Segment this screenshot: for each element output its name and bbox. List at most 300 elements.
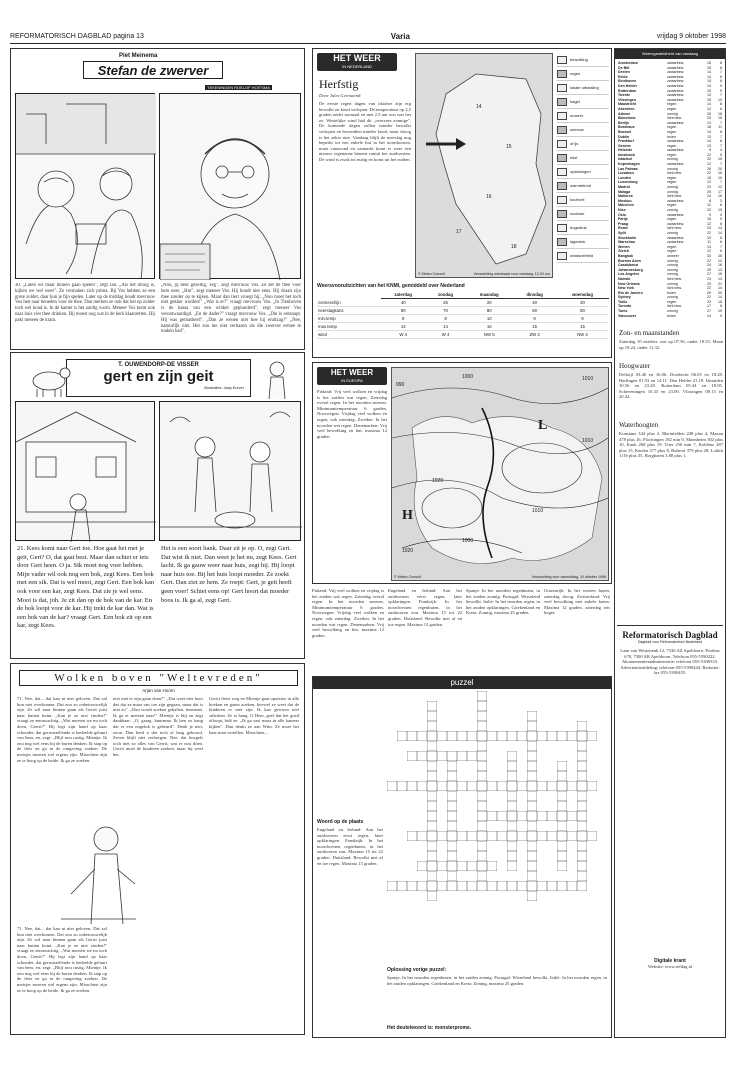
forecast-value: 70 bbox=[426, 307, 465, 315]
legend-symbol-icon bbox=[557, 112, 567, 120]
city-weather: onweer bbox=[667, 253, 679, 258]
comic2-panel-left-drawing bbox=[16, 402, 156, 542]
city-max: 24 bbox=[706, 263, 711, 268]
city-min: 8 bbox=[720, 102, 722, 107]
city-max: 26 bbox=[706, 111, 711, 116]
legend-item bbox=[557, 95, 609, 109]
city-max: 13 bbox=[706, 120, 711, 125]
pressure-5: 1020 bbox=[432, 478, 444, 484]
city-name: Rio de Janeiro bbox=[618, 290, 643, 295]
city-weather: regen bbox=[667, 244, 677, 249]
city-min: 5 bbox=[720, 152, 722, 157]
pressure-4: 1010 bbox=[582, 438, 594, 444]
legend-item bbox=[557, 179, 609, 193]
city-name: De Bilt bbox=[618, 65, 630, 70]
city-max: 15 bbox=[706, 88, 711, 93]
city-min: 7 bbox=[720, 93, 722, 98]
city-weather: zwaarbew. bbox=[667, 212, 685, 217]
city-max: 22 bbox=[706, 295, 711, 300]
comic1-panel-left bbox=[15, 93, 155, 279]
city-max: 8 bbox=[708, 198, 711, 203]
city-max: 12 bbox=[706, 249, 711, 254]
map-credit: © Meteo Consult bbox=[418, 272, 445, 276]
forecast-header-row bbox=[317, 291, 609, 299]
city-min: 6 bbox=[720, 203, 722, 208]
map-caption: Verwachting weerkaart voor vandaag, 12.00 uur bbox=[473, 272, 550, 276]
city-max: 27 bbox=[706, 309, 711, 314]
city-max: 11 bbox=[707, 240, 711, 245]
legend-label: koufront bbox=[570, 197, 585, 202]
city-weather: regen bbox=[667, 203, 677, 208]
city-table-title: Weersgesteldheid van vandaag bbox=[615, 49, 725, 59]
city-max: 25 bbox=[706, 189, 711, 194]
city-weather: zonnig bbox=[667, 267, 678, 272]
legend-label: lagedruk bbox=[570, 239, 586, 244]
legend-symbol-icon bbox=[557, 252, 567, 260]
weather-nl-map bbox=[415, 53, 553, 278]
weather-eu-logo-text: HET WEER bbox=[330, 368, 374, 377]
city-weather: zwaarbew. bbox=[667, 83, 685, 88]
city-max: 14 bbox=[706, 102, 711, 107]
legend-label: sneeuw bbox=[570, 127, 584, 132]
paper-box bbox=[617, 625, 723, 1035]
weather-nl-map-drawing bbox=[416, 54, 552, 277]
city-name: Vancouver bbox=[618, 313, 637, 318]
contact-text: Website: www.refdag.nl bbox=[647, 964, 693, 969]
city-row bbox=[617, 314, 723, 319]
weather-eu-logo bbox=[317, 367, 387, 385]
legend-symbol-icon bbox=[557, 98, 567, 106]
weather-eu bbox=[312, 362, 612, 584]
crossword-grid bbox=[387, 691, 607, 961]
city-name: Mallorca bbox=[618, 194, 633, 199]
weather-eu-region: IN EUROPA bbox=[341, 378, 363, 383]
city-weather: licht bew. bbox=[667, 226, 682, 231]
city-row bbox=[617, 107, 723, 112]
city-min: 18 bbox=[718, 299, 722, 304]
city-weather: zwaarbew. bbox=[667, 61, 685, 65]
paper-text: Laan van Westenenk 12, 7336 AZ Apeldoorn. Postbus 670, 7300 AR Apeldoorn. Telefoon 055-5390222. Abonnementenadministratie: telefoon 055-5390333. Advertentieafdeling: telefoon 055-5390444. Redactie: fax 055-5390455. bbox=[620, 648, 720, 676]
city-min: 14 bbox=[718, 230, 722, 235]
city-max: 14 bbox=[706, 129, 711, 134]
city-max: 23 bbox=[706, 299, 711, 304]
city-name: Nairobi bbox=[618, 276, 631, 281]
legend-symbol-icon bbox=[557, 140, 567, 148]
city-max: 22 bbox=[706, 258, 711, 263]
city-min: 10 bbox=[718, 97, 722, 102]
weather-nl-title: Herfstig bbox=[319, 77, 359, 91]
map-number-2: 15 bbox=[506, 144, 512, 150]
city-min: 8 bbox=[720, 304, 722, 309]
city-row bbox=[617, 162, 723, 167]
city-weather: regen bbox=[667, 143, 677, 148]
city-min: 13 bbox=[718, 276, 722, 281]
legend-item bbox=[557, 53, 609, 67]
forecast-value: W 4 bbox=[426, 331, 465, 339]
city-max: 23 bbox=[706, 185, 711, 190]
city-name: Maastricht bbox=[618, 102, 636, 107]
comic-stefan bbox=[10, 48, 305, 350]
header-center: Varia bbox=[390, 32, 410, 41]
city-max: 15 bbox=[706, 97, 711, 102]
city-weather: zonnig bbox=[667, 189, 678, 194]
city-min: 8 bbox=[720, 129, 722, 134]
forecast-table-title: Weersvooruitzichten van het KNMI, gemiddeld over Nederland bbox=[317, 283, 465, 289]
city-min: 25 bbox=[718, 253, 722, 258]
legend-item bbox=[557, 193, 609, 207]
forecast-value: NW 5 bbox=[465, 331, 513, 339]
city-max: 14 bbox=[706, 139, 711, 144]
comic2-author: T. OUWENDORP-DE VISSER bbox=[118, 362, 199, 368]
forecast-value: 20 bbox=[465, 299, 513, 307]
city-weather: zwaarbew. bbox=[667, 139, 685, 144]
city-weather: zonnig bbox=[667, 295, 678, 300]
city-row bbox=[617, 286, 723, 291]
city-weather: zwaarbew. bbox=[667, 79, 685, 84]
city-weather: zonnig bbox=[667, 230, 678, 235]
forecast-day: woensdag bbox=[556, 291, 609, 299]
map-number-3: 16 bbox=[486, 194, 492, 200]
city-weather: zonnig bbox=[667, 258, 678, 263]
city-name: Lissabon bbox=[618, 171, 634, 176]
city-name: München bbox=[618, 203, 634, 208]
city-weather: regen bbox=[667, 152, 677, 157]
city-min: 11 bbox=[718, 125, 722, 130]
city-name: Twente bbox=[618, 93, 631, 98]
city-max: 15 bbox=[706, 175, 711, 180]
city-weather: regen bbox=[667, 106, 677, 111]
city-name: Moskou bbox=[618, 198, 632, 203]
city-max: 24 bbox=[706, 276, 711, 281]
city-name: Bordeaux bbox=[618, 125, 635, 130]
city-min: 9 bbox=[720, 313, 722, 318]
paper-title: Reformatorisch Dagblad bbox=[622, 630, 718, 640]
city-weather: buien bbox=[667, 290, 676, 295]
city-weather: buien bbox=[667, 134, 676, 139]
eu-map-credit: © Meteo Consult bbox=[394, 575, 421, 579]
city-row bbox=[617, 61, 723, 66]
legend-symbol-icon bbox=[557, 196, 567, 204]
city-weather: licht bew. bbox=[667, 116, 682, 121]
city-max: 9 bbox=[708, 148, 711, 153]
legend-item bbox=[557, 109, 609, 123]
forecast-value: 8 bbox=[381, 315, 426, 323]
city-weather: zwaarbew. bbox=[667, 221, 685, 226]
forecast-row-label: wind bbox=[317, 331, 381, 339]
puzzle-intro: Engeland en Ierland: Aan het zuidwesten eerst regen, later opklaringen. Frankrijk: In het noordwesten regenbuien, in het zuidoosten zon. Maxima 15 tot 22 graden. Duitsland: Bewolkt met af en toe regen. Maxima 13 graden. bbox=[317, 827, 383, 866]
city-weather: zwaarbew. bbox=[667, 93, 685, 98]
city-weather: zonnig bbox=[667, 157, 678, 162]
city-min: 6 bbox=[720, 221, 722, 226]
legend-label: bewolking bbox=[570, 57, 588, 62]
city-name: Nice bbox=[618, 208, 626, 212]
city-name: Madrid bbox=[618, 185, 630, 190]
city-name: Tokio bbox=[618, 299, 628, 304]
city-name: Buenos Aires bbox=[618, 258, 642, 263]
legend-symbol-icon bbox=[557, 210, 567, 218]
forecast-value: 9 bbox=[513, 315, 556, 323]
city-max: 17 bbox=[706, 304, 711, 309]
forecast-corner bbox=[317, 291, 381, 299]
city-row bbox=[617, 254, 723, 259]
weather-eu-text: Finland: Vrij veel wolken en vrijdag is het zuiden wat regen. Zaterdag overal regen. In het noorden sneeuw. Minimumtemperatuur 6 graden. Noorwegen: Vrijdag veel wolken en regen, ook zaterdag. Zweden: In het noorden wat regen. Denemarken: Vrij veel bewolking en bui, maxima 12 graden. bbox=[317, 389, 387, 439]
weather-nl-body: De eerste regen dagen van oktober zijn erg bewolkt en koud verlopen. De temperatuur op 2,5 graden onder normaal en met 2,5 uur zon was het zo. Westelijke wind had dit „overzees zonnige". De komende dagen zullen minder bewolkt verlopen en bovendien minder koud, maar droog is het zeker niet. Vandaag blijft de neerslag nog beperkt tot een enkele bui in het noordoosten, maar vanavond en vannacht komt er weer een nieuwe regenzone binnen vanuit het zuidwesten. De wind is zwak tot matig en komt uit het zuiden. bbox=[319, 101, 411, 162]
city-name: Aberdeen bbox=[618, 106, 635, 111]
city-min: 16 bbox=[718, 171, 722, 176]
forecast-value: ZW 3 bbox=[513, 331, 556, 339]
city-min: 3 bbox=[720, 198, 722, 203]
weather-eu-text-cont: Finland: Vrij veel wolken en vrijdag is het zuiden wat regen. Zaterdag overal regen. In het noorden sneeuw. Minimumtemperatuur 6 graden. Noorwegen: Vrijdag veel wolken en regen, ook zaterdag. Zweden: In het noorden wat regen. Denemarken: Vrij veel bewolking en bui, maxima 12 graden. bbox=[312, 588, 384, 638]
forecast-row bbox=[317, 315, 609, 323]
city-name: Athene bbox=[618, 111, 631, 116]
city-min: 6 bbox=[720, 74, 722, 79]
city-min: 14 bbox=[718, 226, 722, 231]
forecast-value: 40 bbox=[513, 299, 556, 307]
city-max: 27 bbox=[706, 272, 711, 277]
pressure-7: 1000 bbox=[462, 538, 474, 544]
story-col1-bottom: 71. Nee, dat... dat kan ni niet geloven. Dat zal hun niet overkomen. Dat zou zo onbetrouwelijk zijn. Ze wil naar binnen gaan als Gerrit juist naar buiten komt. „Kan je ze niet vinden?" vraagt ze zenuwachtig. „Wat moeten we nu toch doen, Gerrit?" Hij legt zijn hand op haar schouder, dat geruststellende is bedoelde geluurt van hem, en, zegt: „Blijf nou rustig, Mientje. Ik zou nog wel eens bij de buren denken. Ik stap op de fiets en ga in de omgeving zoeken. De meisjes moeten wel ergens zijn. Misschien zijn ze te hoog op de heide. Ik ga ze zoeken. bbox=[17, 926, 107, 993]
city-name: New York bbox=[618, 286, 635, 291]
city-min: 4 bbox=[720, 212, 722, 217]
forecast-row-label: max.temp bbox=[317, 323, 381, 331]
city-name: Parijs bbox=[618, 217, 628, 222]
city-name: Eelde bbox=[618, 74, 628, 79]
story-col3: Gerrit fietst weg en Mientje gaat opnieuw in alle hoeken en gaten zoeken, hoewel ze weet dat de kinderen er niet zijn. Ik kan gewoon niet stilzitten. Ze is bang. O Heer, geef dat het goed afloopt, bidt ze. „Ik ga vast maar in alle kamers kijken". Dan denkt ze aan Wim. Ze moet het haar man vertellen. Misschien... bbox=[209, 696, 299, 735]
legend-item bbox=[557, 151, 609, 165]
tide-title: Hoogwater bbox=[619, 362, 651, 370]
pressure-1: 990 bbox=[396, 382, 405, 388]
weather-legend bbox=[557, 53, 609, 278]
city-min: 20 bbox=[718, 166, 722, 171]
city-min: 7 bbox=[720, 120, 722, 125]
city-weather: zwaarbew. bbox=[667, 97, 685, 102]
city-max: 13 bbox=[706, 93, 711, 98]
city-name: Casablanca bbox=[618, 263, 638, 268]
header-right: vrijdag 9 oktober 1998 bbox=[656, 33, 726, 40]
forecast-value: 25 bbox=[426, 299, 465, 307]
city-min: 7 bbox=[720, 162, 722, 167]
city-min: 7 bbox=[720, 134, 722, 139]
sun-title: Zon- en maanstanden bbox=[619, 329, 680, 337]
city-max: 14 bbox=[706, 313, 711, 318]
puzzle-title: puzzel bbox=[313, 677, 611, 689]
water-title: Waterhoogten bbox=[619, 421, 659, 429]
city-min: 7 bbox=[720, 70, 722, 75]
city-max: 26 bbox=[706, 290, 711, 295]
city-min: 16 bbox=[718, 194, 722, 199]
forecast-value: 60 bbox=[513, 307, 556, 315]
forecast-value: 14 bbox=[426, 323, 465, 331]
city-min: 10 bbox=[718, 175, 722, 180]
city-weather: regen bbox=[667, 180, 677, 185]
city-weather: zwaarbew. bbox=[667, 162, 685, 167]
forecast-value: 20 bbox=[556, 299, 609, 307]
city-min: 9 bbox=[720, 83, 722, 88]
city-min: 9 bbox=[720, 88, 722, 93]
city-weather: zonnig bbox=[667, 263, 678, 268]
map-number-1: 14 bbox=[476, 104, 482, 110]
city-min: 8 bbox=[720, 65, 722, 70]
weather-nl-logo-text: HET WEER bbox=[333, 53, 381, 63]
city-min: 7 bbox=[720, 180, 722, 185]
city-name: Genève bbox=[618, 143, 631, 148]
city-weather: zonnig bbox=[667, 272, 678, 277]
city-min: 19 bbox=[718, 309, 722, 314]
city-weather: zonnig bbox=[667, 185, 678, 190]
city-name: Eindhoven bbox=[618, 79, 637, 84]
forecast-row bbox=[317, 299, 609, 307]
legend-label: hogedruk bbox=[570, 225, 587, 230]
story-col1: 71. Nee, dat... dat kan ni niet geloven. Dat zal hun niet overkomen. Dat zou zo onbetrouwelijk zijn. Ze wil naar binnen gaan als Gerrit juist naar buiten komt. „Kan je ze niet vinden?" vraagt ze zenuwachtig. „Wat moeten we nu toch doen, Gerrit?" Hij legt zijn hand op haar schouder, dat geruststellende is bedoelde geluurt van hem, en, zegt: „Blijf nou rustig, Mientje. Ik zou nog wel eens bij de buren denken. Ik stap op de fiets en ga in de omgeving zoeken. De meisjes moeten wel ergens zijn. Misschien zijn ze te hoog op de heide. Ik ga ze zoeken. bbox=[17, 696, 107, 763]
forecast-day: dinsdag bbox=[513, 291, 556, 299]
city-name: Istanbul bbox=[618, 157, 632, 162]
city-min: 13 bbox=[718, 267, 722, 272]
city-min: 8 bbox=[720, 79, 722, 84]
puzzle-box bbox=[312, 676, 612, 1038]
city-name: Frankfurt bbox=[618, 139, 634, 144]
forecast-value: 10 bbox=[465, 315, 513, 323]
city-max: 33 bbox=[706, 253, 711, 258]
forecast-value: 40 bbox=[381, 299, 426, 307]
city-max: 22 bbox=[706, 157, 711, 162]
city-min: 15 bbox=[718, 116, 722, 121]
city-max: 15 bbox=[706, 61, 711, 65]
city-name: New Orleans bbox=[618, 281, 640, 286]
city-name: Wenen bbox=[618, 244, 630, 249]
city-weather: zwaarbew. bbox=[667, 235, 685, 240]
city-weather: licht bew. bbox=[667, 171, 682, 176]
city-name: Zürich bbox=[618, 249, 629, 254]
forecast-value: 80 bbox=[465, 307, 513, 315]
high-pressure-label: H bbox=[402, 508, 413, 523]
city-weather: licht bew. bbox=[667, 304, 682, 309]
city-max: 23 bbox=[706, 116, 711, 121]
comic-gert bbox=[10, 352, 305, 659]
city-max: 24 bbox=[706, 194, 711, 199]
city-max: 26 bbox=[706, 166, 711, 171]
forecast-value: 80 bbox=[556, 307, 609, 315]
legend-item bbox=[557, 137, 609, 151]
city-name: Dublin bbox=[618, 134, 630, 139]
city-max: 15 bbox=[706, 65, 711, 70]
city-name: Barcelona bbox=[618, 116, 636, 121]
comic1-author: Piet Meinema bbox=[119, 53, 158, 59]
legend-item bbox=[557, 123, 609, 137]
city-name: Oslo bbox=[618, 212, 626, 217]
city-name: Kopenhagen bbox=[618, 162, 640, 167]
city-name: Las Palmas bbox=[618, 166, 638, 171]
goat-illustration bbox=[19, 359, 79, 399]
legend-symbol-icon bbox=[557, 168, 567, 176]
puzzle-theme: Het deutelwoord is: monsterprome. bbox=[387, 1025, 472, 1031]
city-name: Amsterdam bbox=[618, 61, 638, 65]
city-weather: regen bbox=[667, 175, 677, 180]
forecast-row bbox=[317, 323, 609, 331]
comic2-title-box bbox=[66, 359, 251, 397]
pressure-8: 1020 bbox=[402, 548, 414, 554]
map-number-4: 17 bbox=[456, 229, 462, 235]
story-col2: niet met te zijn gaan doen?" „Dat weet niet hoor das dat ze maar ons toe zijn gegaan, maar dat is niet zo". „Dan wordt zoeken gehalten, beurman. Ik ga er meteen naar!" Mientje is blij en zegt dankbaar: „O, graag, buurman. Ik ben zo bang dat er een ongeluk is gebeurd". Denk je niet, zoon. Dan heid u dat toch al lang gehoord. Zeven blijft niet verborgen. Nee, dat hoegels toch niet zo alles van Gerrit, wat er nou doen. Gerrit moet de kinderen zoeken, maar hij weet het. bbox=[113, 696, 203, 757]
pressure-3: 1010 bbox=[582, 376, 594, 382]
legend-label: of ijs bbox=[570, 141, 579, 146]
legend-label: opklaringen bbox=[570, 169, 591, 174]
city-name: Den Helder bbox=[618, 83, 637, 88]
city-max: 13 bbox=[706, 143, 711, 148]
city-min: 6 bbox=[720, 106, 722, 111]
city-name: Stockholm bbox=[618, 235, 637, 240]
forecast-table bbox=[317, 283, 609, 355]
comic1-caption-right: „Nou, jij bent gezellig, Teg", zegt mevrouw Vos. Ze zet de thee voor hem neer. „Hm", zegt meneer Vos. Hij houdt niet eens. Hij draait zijn thee zonder op te kijken. Maar dan tiert vroegt hij: „Nou moet het toch niet gekker worden!" „Wat is er?" vraagt mevrouw Vos. „In Tienhoven is de kassa van een winkel geplunderd", zegt meneer Vos verontwaardigd. „En de dader?" vraagt mevrouw Vos. „Die is ontsnapt. Hij was gemaskerd". „Dan ze wenen niet hoe hij eruitzag?" „Nee, natuurlijk niet. Het zou me niet verbazen als die zwerver ermee te maken had". bbox=[161, 283, 301, 335]
city-name: Berlijn bbox=[618, 120, 630, 125]
city-name: Rotterdam bbox=[618, 88, 636, 93]
legend-label: windsnelheid bbox=[570, 253, 594, 258]
comic1-title: Stefan de zwerver bbox=[97, 63, 209, 78]
forecast-row-label: zonneschijn bbox=[317, 299, 381, 307]
comic1-credit: TEKENINGEN ROELOF HOITSMA bbox=[207, 85, 270, 90]
pressure-6: 1010 bbox=[532, 508, 544, 514]
city-max: 10 bbox=[706, 235, 711, 240]
city-min: 9 bbox=[720, 217, 722, 222]
legend-label: onweer bbox=[570, 113, 584, 118]
weather-cont-col2: Spanje: In het noorden regenbuien, in het zuiden zonnig. Portugal: Wisselend bewolkt. Italië: In het noorden regen, in het zuiden opklaringen. Griekenland en Kreta: Zonnig, maxima 25 graden. bbox=[466, 588, 540, 616]
weather-cont-col3: Oostenrijk: In het westen buien, zaterdag droog. Zwitserland: Vrij veel bewolking met enkele buien. Maxima 12 graden, zaterdag iets hoger. bbox=[544, 588, 610, 616]
city-name: Malaga bbox=[618, 189, 631, 194]
city-max: 13 bbox=[706, 134, 711, 139]
city-max: 9 bbox=[708, 212, 711, 217]
city-weather: zwaarbew. bbox=[667, 65, 685, 70]
city-max: 18 bbox=[706, 125, 711, 130]
city-name: Helsinki bbox=[618, 148, 632, 153]
city-row bbox=[617, 84, 723, 89]
city-weather: regen bbox=[667, 217, 677, 222]
comic2-poem-right: Het is een soort bank. Daar zit je op. O, zegt Gert. Dat wist ik niet. Dan weet je het nu, zegt Kees. Gert lacht. Ik ga gauw weer naar huis, zegt hij. Hij loopt naar huis toe. Bij het huis loopt moeder. Ze zoekt Gert. Dan ziet ze hem. Ze roept: Gert, je geit heeft geen voer! Schiet eens op! Gert hoort dat moeder boos is. Ik ga al, zegt Gert. bbox=[161, 545, 297, 604]
city-max: 15 bbox=[706, 217, 711, 222]
city-weather: zwaarbew. bbox=[667, 240, 685, 245]
weather-eu-map bbox=[391, 367, 609, 581]
city-max: 29 bbox=[706, 281, 711, 286]
city-weather: regen bbox=[667, 129, 677, 134]
forecast-value: 80 bbox=[381, 307, 426, 315]
city-weather: zwaarbew. bbox=[667, 198, 685, 203]
city-min: 15 bbox=[718, 157, 722, 162]
comic2-poem-left: 21. Kees komt naar Gert toe. Hoe gaat het met je geit, Gert? O, dat gaat best. Maar dan schiet er iets door Gert heen. O ja. Sik moet nog voer hebben. Mijn vader wil ook nog een bok, zegt Kees. Een bok met een sik. Dat is wel mooi, zegt Gert. Een bok kan ook voor een kar, zegt Kees. Dat zie je wel eens. Mooi is dat, joh. Je zit dan op de bok van de kar. En de bok loopt voor de kar. Hij trekt de kar dan. Wat is een bok van de kar? vraagt Gert. Een bok zit op een kar, zegt Kees. bbox=[17, 545, 155, 630]
paper-subtitle: Dagblad voor Reformatorisch Nederland bbox=[637, 640, 703, 644]
city-name: Bangkok bbox=[618, 253, 634, 258]
weather-nl-logo bbox=[317, 53, 397, 71]
legend-symbol-icon bbox=[557, 56, 567, 64]
city-weather: zwaarbew. bbox=[667, 74, 685, 79]
forecast-grid bbox=[317, 291, 609, 339]
forecast-row bbox=[317, 307, 609, 315]
city-weather: zwaarbew. bbox=[667, 120, 685, 125]
city-name: Brussel bbox=[618, 129, 632, 134]
forecast-value: 8 bbox=[426, 315, 465, 323]
comic1-panel-left-drawing bbox=[16, 94, 156, 280]
comic2-panel-right-drawing bbox=[160, 402, 302, 542]
city-min: 14 bbox=[718, 295, 722, 300]
city-weather: zonnig bbox=[667, 208, 678, 212]
forecast-value: NW 4 bbox=[556, 331, 609, 339]
city-name: Toronto bbox=[618, 304, 632, 309]
legend-symbol-icon bbox=[557, 70, 567, 78]
city-name: Sydney bbox=[618, 295, 631, 300]
city-weather: licht bew. bbox=[667, 194, 682, 199]
forecast-value: 15 bbox=[556, 323, 609, 331]
legend-item bbox=[557, 81, 609, 95]
city-name: Londen bbox=[618, 175, 631, 180]
city-name: Tunis bbox=[618, 309, 628, 314]
forecast-day: zaterdag bbox=[381, 291, 426, 299]
